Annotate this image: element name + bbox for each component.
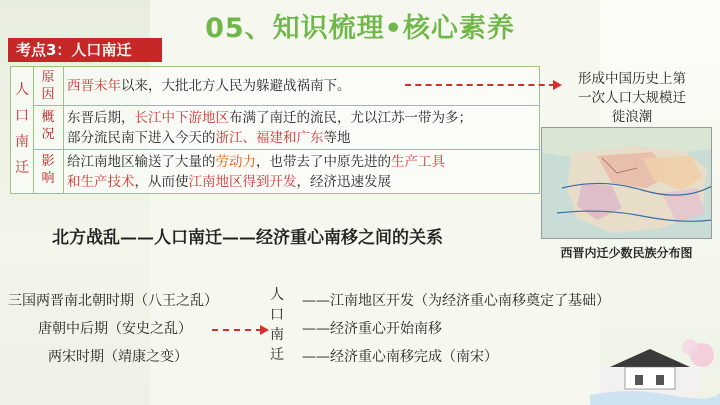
impact-text: ，也带去了中原先进的 [256, 154, 391, 170]
impact-highlight: 劳动力 [215, 154, 256, 170]
row-divider [33, 149, 539, 150]
row-label-cause [33, 69, 63, 103]
result-line: ——经济重心开始南移 [302, 321, 442, 337]
impact-highlight: 生产工具 [391, 154, 445, 170]
table-vertical-label [11, 67, 34, 193]
historical-map-image [541, 127, 712, 239]
arrow-head-icon [260, 325, 269, 335]
period-song: 两宋时期（靖康之变） [48, 349, 188, 365]
impact-text: 给江南地区输送了大量的 [67, 154, 216, 170]
middle-char: 南 [270, 327, 284, 343]
vertical-char: 迁 [15, 160, 29, 176]
map-illustration [542, 128, 712, 239]
overview-highlight: 浙江、福建和广东 [215, 130, 324, 146]
row-impact-text [67, 152, 535, 192]
side-note-line: 徙浪潮 [611, 109, 653, 125]
impact-text: ，经济迅速发展 [296, 174, 391, 190]
side-note-line: 形成中国历史上第 [578, 71, 686, 87]
dashed-arrow-line [212, 329, 262, 331]
map-caption: 西晋内迁少数民族分布图 [560, 246, 693, 260]
overview-text: 等地 [323, 130, 351, 146]
overview-text: 布满了南迁的流民，尤以江苏一带为多； [229, 110, 472, 126]
result-line: ——江南地区开发（为经济重心南移奠定了基础） [302, 293, 610, 309]
row-divider [33, 105, 539, 106]
row-label-char: 因 [41, 87, 55, 102]
middle-char: 人 [270, 287, 284, 303]
row-label-overview [33, 109, 63, 143]
row-label-char: 概 [41, 110, 55, 125]
cause-text: 以来，大批北方人民为躲避战祸南下。 [121, 78, 351, 94]
impact-highlight: 和生产技术 [67, 174, 135, 190]
table-row-labels [33, 67, 64, 193]
slide-title: 05、知识梳理•核心素养 [205, 13, 515, 44]
row-label-char: 况 [41, 127, 55, 142]
side-note-line: 一次人口大规模迁 [578, 90, 686, 106]
decorative-scenery [590, 335, 720, 405]
row-label-impact [33, 153, 63, 187]
vertical-char: 人 [15, 82, 29, 98]
cause-highlight: 西晋末年 [67, 78, 121, 94]
vertical-char: 口 [15, 108, 29, 124]
middle-char: 口 [270, 307, 284, 323]
vertical-char: 南 [15, 134, 29, 150]
impact-highlight: 江南地区得到开发 [188, 174, 297, 190]
overview-text: 部分流民南下进入今天的 [67, 130, 216, 146]
relation-heading: 北方战乱——人口南迁——经济重心南移之间的关系 [52, 228, 443, 248]
topic-label: 考点3：人口南迁 [8, 38, 162, 62]
period-tang: 唐朝中后期（安史之乱） [38, 321, 192, 337]
row-label-char: 影 [41, 154, 55, 169]
result-line: ——经济重心南移完成（南宋） [302, 349, 498, 365]
side-note [552, 70, 712, 127]
row-cause-text [67, 76, 535, 96]
row-label-char: 响 [41, 171, 55, 186]
row-label-char: 原 [41, 70, 55, 85]
middle-char: 迁 [270, 347, 284, 363]
period-three-kingdoms: 三国两晋南北朝时期（八王之乱） [8, 293, 218, 309]
dashed-arrow-line [405, 84, 555, 86]
impact-text: ，从而使 [134, 174, 189, 190]
row-overview-text [67, 108, 535, 148]
overview-text: 东晋后期， [67, 110, 135, 126]
overview-highlight: 长江中下游地区 [134, 110, 229, 126]
